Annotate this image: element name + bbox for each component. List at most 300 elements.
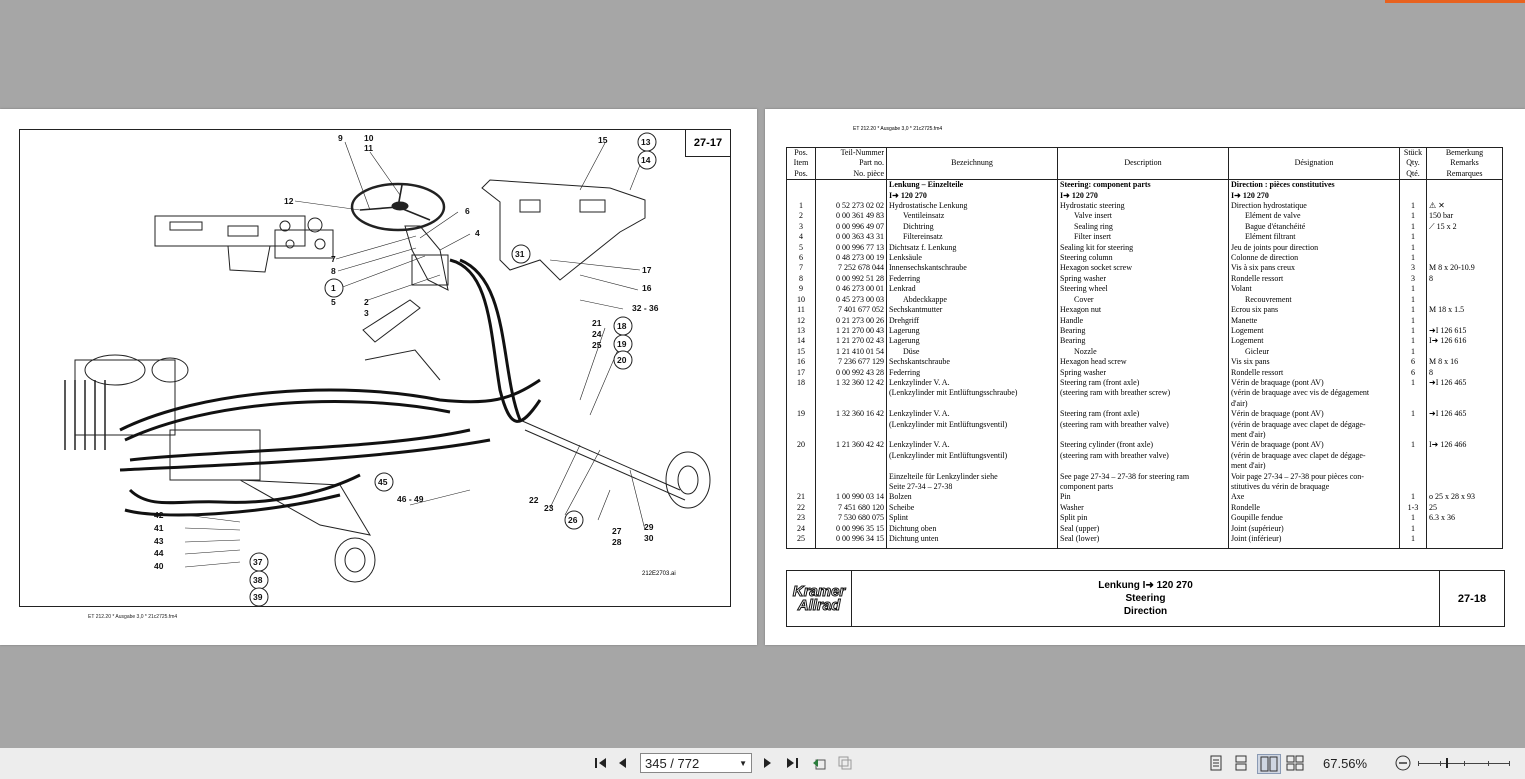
table-row: [787, 253, 1503, 263]
table-cell: 22: [787, 503, 816, 513]
table-cell: [787, 388, 816, 398]
table-cell: [816, 399, 887, 409]
table-cell: Innensechskantschraube: [887, 263, 1058, 273]
table-cell: 6.3 x 36: [1427, 513, 1503, 523]
single-page-view-button[interactable]: [1208, 754, 1224, 772]
table-row: [787, 440, 1503, 450]
table-cell: [887, 430, 1058, 440]
table-cell: Rondelle ressort: [1229, 368, 1400, 378]
table-cell: Direction hydrostatique: [1229, 201, 1400, 211]
table-row: [787, 399, 1503, 409]
label-27: 27: [612, 526, 622, 536]
table-cell: [787, 430, 816, 440]
table-cell: Recouvrement: [1229, 295, 1400, 305]
table-cell: 7 451 680 120: [816, 503, 887, 513]
table-cell: Split pin: [1058, 513, 1229, 523]
table-cell: 23: [787, 513, 816, 523]
table-cell: Lenkzylinder V. A.: [887, 378, 1058, 388]
label-21: 21: [592, 318, 602, 328]
table-cell: [787, 482, 816, 492]
table-cell: Logement: [1229, 336, 1400, 346]
table-cell: [1400, 180, 1427, 191]
table-cell: Dichtsatz f. Lenkung: [887, 243, 1058, 253]
label-25: 25: [592, 340, 602, 350]
table-cell: (Lenkzylinder mit Entlüftungsventil): [887, 420, 1058, 430]
table-cell: stitutives du vérin de braquage: [1229, 482, 1400, 492]
table-cell: Seite 27-34 – 27-38: [887, 482, 1058, 492]
table-cell: [1058, 430, 1229, 440]
left-page-number: 27-17: [685, 129, 731, 157]
table-cell: [1400, 191, 1427, 201]
table-cell: 1: [1400, 347, 1427, 357]
table-row: [787, 316, 1503, 326]
table-cell: 0 00 992 51 28: [816, 274, 887, 284]
table-cell: 1 21 270 02 43: [816, 336, 887, 346]
table-cell: I➜ 120 270: [887, 191, 1058, 201]
table-cell: Vérin de braquage (pont AV): [1229, 409, 1400, 419]
table-row: [787, 472, 1503, 482]
table-cell: Joint (supérieur): [1229, 524, 1400, 534]
table-cell: [1427, 420, 1503, 430]
diagram-drawing: [20, 130, 730, 606]
column-header: Pos. Item Pos.: [787, 148, 816, 180]
table-cell: 1 21 270 00 43: [816, 326, 887, 336]
label-13: 13: [641, 137, 651, 147]
label-10: 10: [364, 133, 374, 143]
label-7: 7: [331, 254, 336, 264]
table-cell: 1 21 360 42 42: [816, 440, 887, 450]
table-cell: 1-3: [1400, 503, 1427, 513]
forward-view-icon: [837, 755, 853, 771]
table-cell: Spring washer: [1058, 368, 1229, 378]
table-cell: 8: [787, 274, 816, 284]
table-row: [787, 409, 1503, 419]
zoom-out-button[interactable]: [1394, 754, 1412, 772]
table-cell: Lagerung: [887, 326, 1058, 336]
table-row: [787, 430, 1503, 440]
table-cell: d'air): [1229, 399, 1400, 409]
table-cell: Vérin de braquage (pont AV): [1229, 440, 1400, 450]
right-page-number: 27-18: [1439, 571, 1504, 626]
table-cell: [1427, 399, 1503, 409]
table-row: [787, 492, 1503, 502]
table-cell: Hydrostatische Lenkung: [887, 201, 1058, 211]
table-cell: [1400, 388, 1427, 398]
table-cell: 7 252 678 044: [816, 263, 887, 273]
table-row: [787, 243, 1503, 253]
table-cell: [816, 180, 887, 191]
table-cell: [1427, 284, 1503, 294]
table-cell: Direction : pièces constitutives: [1229, 180, 1400, 191]
table-cell: [787, 451, 816, 461]
table-cell: 19: [787, 409, 816, 419]
label-14: 14: [641, 155, 651, 165]
table-cell: 1: [1400, 232, 1427, 242]
table-cell: [1427, 461, 1503, 471]
table-cell: Bearing: [1058, 336, 1229, 346]
steering-diagram: [19, 129, 731, 607]
table-cell: [1427, 180, 1503, 191]
table-row: [787, 503, 1503, 513]
table-cell: Lenkzylinder V. A.: [887, 409, 1058, 419]
table-cell: Ecrou six pans: [1229, 305, 1400, 315]
table-cell: 13: [787, 326, 816, 336]
table-cell: 25: [787, 534, 816, 549]
table-cell: Spring washer: [1058, 274, 1229, 284]
table-row: [787, 232, 1503, 242]
table-cell: Dichtring: [887, 222, 1058, 232]
label-26: 26: [568, 515, 578, 525]
table-cell: [1400, 461, 1427, 471]
table-cell: 1 21 410 01 54: [816, 347, 887, 357]
table-cell: [816, 472, 887, 482]
table-row: [787, 222, 1503, 232]
table-cell: Hexagon nut: [1058, 305, 1229, 315]
table-cell: ⟋ 15 x 2: [1427, 222, 1503, 232]
section-title: [852, 571, 1439, 626]
table-cell: o 25 x 28 x 93: [1427, 492, 1503, 502]
zoom-level: 67.56%: [1323, 756, 1368, 771]
label-11: 11: [364, 143, 373, 153]
table-cell: Cover: [1058, 295, 1229, 305]
right-page-header: ET 212.20 * Ausgabe 3,0 * 21c2725.fm4: [853, 126, 943, 132]
label-18: 18: [617, 321, 627, 331]
table-cell: M 18 x 1.5: [1427, 305, 1503, 315]
table-cell: Dichtung oben: [887, 524, 1058, 534]
table-cell: Bague d'étanchéité: [1229, 222, 1400, 232]
table-cell: Ventileinsatz: [887, 211, 1058, 221]
table-row: [787, 201, 1503, 211]
label-3: 3: [364, 308, 369, 318]
table-row: [787, 378, 1503, 388]
next-page-button[interactable]: [760, 754, 776, 772]
table-cell: 0 46 273 00 01: [816, 284, 887, 294]
label-41: 41: [154, 523, 164, 533]
parts-table: [786, 147, 1503, 549]
table-cell: Washer: [1058, 503, 1229, 513]
table-cell: Rondelle ressort: [1229, 274, 1400, 284]
table-cell: 5: [787, 243, 816, 253]
table-cell: [1058, 399, 1229, 409]
table-cell: [1427, 472, 1503, 482]
table-cell: 1: [1400, 243, 1427, 253]
table-cell: Volant: [1229, 284, 1400, 294]
table-cell: 1: [1400, 305, 1427, 315]
label-44: 44: [154, 548, 164, 558]
table-cell: Hydrostatic steering: [1058, 201, 1229, 211]
table-cell: 0 21 273 00 26: [816, 316, 887, 326]
table-row: [787, 357, 1503, 367]
table-cell: 1 32 360 16 42: [816, 409, 887, 419]
title-block: [786, 570, 1505, 627]
table-cell: Vérin de braquage (pont AV): [1229, 378, 1400, 388]
continuous-view-button[interactable]: [1233, 754, 1249, 772]
table-cell: 1: [1400, 513, 1427, 523]
table-cell: Dichtung unten: [887, 534, 1058, 549]
table-cell: Hexagon head screw: [1058, 357, 1229, 367]
two-page-view-button[interactable]: [1257, 754, 1281, 774]
table-cell: 1: [1400, 326, 1427, 336]
table-row: [787, 461, 1503, 471]
table-row: [787, 274, 1503, 284]
label-45: 45: [378, 477, 388, 487]
table-cell: [1427, 347, 1503, 357]
table-cell: Sechskantmutter: [887, 305, 1058, 315]
label-39: 39: [253, 592, 263, 602]
previous-page-button[interactable]: [614, 754, 630, 772]
table-cell: Logement: [1229, 326, 1400, 336]
label-28: 28: [612, 537, 622, 547]
table-cell: Hexagon socket screw: [1058, 263, 1229, 273]
table-cell: Steering ram (front axle): [1058, 409, 1229, 419]
table-cell: Gicleur: [1229, 347, 1400, 357]
table-cell: 17: [787, 368, 816, 378]
table-cell: I➜ 126 616: [1427, 336, 1503, 346]
table-cell: [787, 191, 816, 201]
two-page-continuous-button[interactable]: [1285, 754, 1305, 772]
table-cell: [816, 461, 887, 471]
table-cell: Valve insert: [1058, 211, 1229, 221]
table-cell: [1400, 430, 1427, 440]
table-cell: [816, 451, 887, 461]
table-cell: 20: [787, 440, 816, 450]
table-cell: Goupille fendue: [1229, 513, 1400, 523]
table-cell: 7 236 677 129: [816, 357, 887, 367]
first-page-button[interactable]: [592, 754, 610, 772]
table-cell: 1: [1400, 524, 1427, 534]
table-cell: 1 32 360 12 42: [816, 378, 887, 388]
table-cell: 0 00 996 34 15: [816, 534, 887, 549]
table-cell: Rondelle: [1229, 503, 1400, 513]
table-cell: ⚠ ✕: [1427, 201, 1503, 211]
viewer-toolbar: [0, 748, 1525, 779]
table-cell: Abdeckkappe: [887, 295, 1058, 305]
table-cell: 0 00 996 49 07: [816, 222, 887, 232]
table-row: [787, 336, 1503, 346]
table-cell: [1427, 316, 1503, 326]
label-37: 37: [253, 557, 263, 567]
table-cell: Pin: [1058, 492, 1229, 502]
title-de: Lenkung I➜ 120 270: [1098, 580, 1193, 591]
go-back-view-button[interactable]: [810, 754, 828, 772]
table-cell: 12: [787, 316, 816, 326]
parts-table-header: [787, 148, 1503, 180]
table-cell: [1400, 399, 1427, 409]
table-cell: Sealing ring: [1058, 222, 1229, 232]
continuous-page-icon: [1235, 755, 1247, 771]
table-cell: (vérin de braquage avec vis de dégagement: [1229, 388, 1400, 398]
back-view-icon: [811, 755, 827, 771]
table-cell: 0 00 996 77 13: [816, 243, 887, 253]
table-cell: 18: [787, 378, 816, 388]
table-cell: [816, 430, 887, 440]
table-cell: (steering ram with breather valve): [1058, 420, 1229, 430]
table-cell: Steering cylinder (front axle): [1058, 440, 1229, 450]
table-cell: 10: [787, 295, 816, 305]
table-cell: Drehgriff: [887, 316, 1058, 326]
table-cell: component parts: [1058, 482, 1229, 492]
table-cell: (Lenkzylinder mit Entlüftungsschraube): [887, 388, 1058, 398]
table-row: [787, 388, 1503, 398]
table-cell: (steering ram with breather screw): [1058, 388, 1229, 398]
table-cell: Voir page 27-34 – 27-38 pour pièces con-: [1229, 472, 1400, 482]
table-cell: [787, 420, 816, 430]
first-page-icon: [594, 756, 608, 770]
table-cell: 1: [1400, 284, 1427, 294]
label-46-49: 46 - 49: [397, 494, 424, 504]
table-cell: Colonne de direction: [1229, 253, 1400, 263]
table-row: [787, 305, 1503, 315]
column-header: Description: [1058, 148, 1229, 180]
column-header: Teil-Nummer Part no. No. pièce: [816, 148, 887, 180]
table-cell: Jeu de joints pour direction: [1229, 243, 1400, 253]
two-page-continuous-icon: [1286, 755, 1304, 771]
table-cell: 0 00 992 43 28: [816, 368, 887, 378]
table-cell: 4: [787, 232, 816, 242]
table-cell: 7 530 680 075: [816, 513, 887, 523]
table-cell: [787, 399, 816, 409]
table-cell: 6: [1400, 368, 1427, 378]
table-cell: 15: [787, 347, 816, 357]
table-cell: 0 52 273 02 02: [816, 201, 887, 211]
table-cell: [816, 420, 887, 430]
table-cell: 6: [1400, 357, 1427, 367]
table-cell: 8: [1427, 368, 1503, 378]
label-23: 23: [544, 503, 554, 513]
table-cell: [816, 388, 887, 398]
table-cell: (vérin de braquage avec clapet de dégage-: [1229, 451, 1400, 461]
kramer-logo: Kramer Allrad: [787, 571, 852, 626]
table-row: [787, 513, 1503, 523]
drawing-code: 212E2703.ai: [642, 571, 676, 577]
table-row: [787, 420, 1503, 430]
table-row: [787, 451, 1503, 461]
table-cell: 3: [1400, 263, 1427, 273]
table-cell: Federring: [887, 274, 1058, 284]
table-cell: Lenksäule: [887, 253, 1058, 263]
table-cell: Scheibe: [887, 503, 1058, 513]
table-cell: Lagerung: [887, 336, 1058, 346]
table-cell: [1427, 388, 1503, 398]
table-cell: Einzelteile für Lenkzylinder siehe: [887, 472, 1058, 482]
table-cell: 21: [787, 492, 816, 502]
table-cell: Filter insert: [1058, 232, 1229, 242]
label-38: 38: [253, 575, 263, 585]
table-cell: Steering column: [1058, 253, 1229, 263]
table-cell: [1427, 191, 1503, 201]
table-cell: Steering ram (front axle): [1058, 378, 1229, 388]
table-cell: Lenkung – Einzelteile: [887, 180, 1058, 191]
label-12: 12: [284, 196, 294, 206]
table-cell: 1: [1400, 316, 1427, 326]
table-cell: ment d'air): [1229, 461, 1400, 471]
table-cell: ➜I 126 465: [1427, 409, 1503, 419]
table-cell: I➜ 120 270: [1058, 191, 1229, 201]
table-cell: Elément de valve: [1229, 211, 1400, 221]
title-en: Steering: [1125, 593, 1166, 604]
go-forward-view-button[interactable]: [836, 754, 854, 772]
label-1: 1: [331, 283, 336, 293]
table-cell: Bearing: [1058, 326, 1229, 336]
table-cell: ment d'air): [1229, 430, 1400, 440]
table-cell: Lenkzylinder V. A.: [887, 440, 1058, 450]
table-cell: [1427, 451, 1503, 461]
right-page: [765, 109, 1525, 645]
table-cell: 7: [787, 263, 816, 273]
table-cell: 1: [1400, 409, 1427, 419]
label-24: 24: [592, 329, 602, 339]
table-cell: Manette: [1229, 316, 1400, 326]
label-43: 43: [154, 536, 164, 546]
table-cell: (steering ram with breather valve): [1058, 451, 1229, 461]
table-cell: I➜ 126 466: [1427, 440, 1503, 450]
table-cell: 1: [1400, 295, 1427, 305]
table-cell: 8: [1427, 274, 1503, 284]
zoom-slider[interactable]: [1418, 763, 1510, 764]
table-cell: [1427, 232, 1503, 242]
page-number-input[interactable]: 345 / 772 ▼: [640, 753, 752, 773]
table-cell: Elément filtrant: [1229, 232, 1400, 242]
label-20: 20: [617, 355, 627, 365]
column-header: Bezeichnung: [887, 148, 1058, 180]
table-cell: Vis à six pans creux: [1229, 263, 1400, 273]
table-row: [787, 482, 1503, 492]
table-cell: Sealing kit for steering: [1058, 243, 1229, 253]
table-cell: [1058, 461, 1229, 471]
left-page: [0, 109, 757, 645]
table-cell: 11: [787, 305, 816, 315]
last-page-button[interactable]: [783, 754, 801, 772]
table-cell: Joint (inférieur): [1229, 534, 1400, 549]
table-cell: 0 48 273 00 19: [816, 253, 887, 263]
table-cell: 1: [1400, 492, 1427, 502]
table-cell: Bolzen: [887, 492, 1058, 502]
table-cell: Düse: [887, 347, 1058, 357]
table-cell: 3: [1400, 274, 1427, 284]
table-cell: [1400, 472, 1427, 482]
table-cell: [1427, 243, 1503, 253]
table-cell: Handle: [1058, 316, 1229, 326]
table-cell: [1427, 524, 1503, 534]
group-row: [787, 180, 1503, 191]
table-cell: 0 00 361 49 83: [816, 211, 887, 221]
table-cell: [1427, 534, 1503, 549]
table-cell: 2: [787, 211, 816, 221]
table-cell: Sechskantschraube: [887, 357, 1058, 367]
table-cell: 1: [1400, 534, 1427, 549]
table-cell: [787, 180, 816, 191]
table-cell: 16: [787, 357, 816, 367]
table-cell: 1: [1400, 336, 1427, 346]
table-cell: 1: [1400, 253, 1427, 263]
table-cell: M 8 x 16: [1427, 357, 1503, 367]
table-cell: 14: [787, 336, 816, 346]
label-40: 40: [154, 561, 164, 571]
table-cell: [787, 461, 816, 471]
two-page-icon: [1260, 756, 1278, 772]
column-header: Stück Qty. Qté.: [1400, 148, 1427, 180]
zoom-slider-handle[interactable]: [1446, 758, 1448, 768]
label-2: 2: [364, 297, 369, 307]
table-cell: Federring: [887, 368, 1058, 378]
label-6: 6: [465, 206, 470, 216]
table-cell: Nozzle: [1058, 347, 1229, 357]
table-cell: ➜I 126 465: [1427, 378, 1503, 388]
table-cell: 3: [787, 222, 816, 232]
table-cell: Steering wheel: [1058, 284, 1229, 294]
table-cell: 1 00 990 03 14: [816, 492, 887, 502]
table-cell: (vérin de braquage avec clapet de dégage-: [1229, 420, 1400, 430]
